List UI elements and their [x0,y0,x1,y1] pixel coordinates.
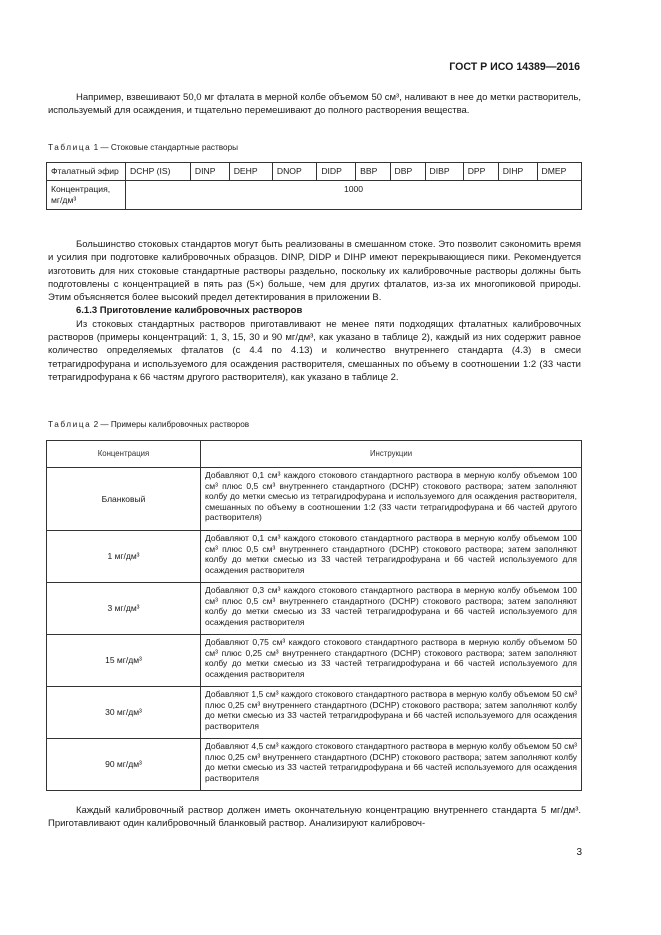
table1-cell: BBP [356,163,390,181]
table2-concentration: 90 мг/дм³ [47,739,201,791]
table2-header-concentration: Концентрация [47,441,201,468]
table1-cell: DEHP [229,163,272,181]
table1-cell: DNOP [272,163,316,181]
table2-instructions: Добавляют 4,5 см³ каждого стокового стандартного раствора в мерную колбу объемом 50 см³ плюс 0,25 см³ внутреннего стандартного (DCHP) стокового раствора; затем заполняют колбу до метки смесью из 33 частей тетрагидрофурана и 66 частей используемого для осаждения растворителя [201,739,582,791]
table1-caption-text: 1 — Стоковые стандартные растворы [93,143,239,152]
table2-caption-text: 2 — Примеры калибровочных растворов [93,420,250,429]
para3-text: Из стоковых стандартных растворов приготавливают не менее пяти подходящих фталатных калибровочных растворов (примеры концентраций: 1, 3, 15, 30 и 90 мг/дм³, как указано в таблице 2), каждый из них содержит равное количество определяемых фталатов (с 4.4 по 4.13) и количество внутреннего стандарта (4.3) в смеси тетрагидрофурана и используемого для осаждения растворителя, смешанных по объему в соотношении 1:2 (33 части тетрагидрофурана к 66 частям другого растворителя), как указано в таблице 2. [48,318,581,383]
table2-instructions: Добавляют 1,5 см³ каждого стокового стандартного раствора в мерную колбу объемом 50 см³ плюс 0,25 см³ внутреннего стандартного (DCHP) стокового раствора; затем заполняют колбу до метки смесью из 33 частей тетрагидрофурана и 66 частей используемого для осаждения растворителя [201,687,582,739]
intro-text: Например, взвешивают 50,0 мг фталата в мерной колбе объемом 50 см³, наливают в нее до метки растворитель, используемый для осаждения, и тщательно перемешивают до полного растворения вещества. [48,92,581,117]
table1-row-label: Концентрация, мг/дм³ [47,181,126,210]
table1-caption-word: Таблица [48,143,92,152]
table1-row-label: Фталатный эфир [47,163,126,181]
table1-cell: DPP [463,163,498,181]
table2-row [47,635,582,687]
table2-header-row [47,441,582,468]
table2-instructions: Добавляют 0,3 см³ каждого стокового стандартного раствора в мерную колбу объемом 100 см³ плюс 0,5 см³ внутреннего стандартного (DCHP) стокового раствора; затем заполняют колбу до метки смесью из 33 частей тетрагидрофурана и 66 частей используемого для осаждения растворителя [201,583,582,635]
table2-row [47,468,582,531]
table1-cell: DMEP [537,163,581,181]
table1-cell: DIBP [425,163,463,181]
para4-block [48,804,581,831]
table2-row [47,687,582,739]
table2-concentration: 15 мг/дм³ [47,635,201,687]
table2-instructions: Добавляют 0,75 см³ каждого стокового стандартного раствора в мерную колбу объемом 50 см³ плюс 0,25 см³ внутреннего стандартного (DCHP) стокового раствора; затем заполняют колбу до метки смесью из 33 частей тетрагидрофурана и 66 частей используемого для осаждения растворителя [201,635,582,687]
table2-row [47,739,582,791]
page-number: 3 [576,847,582,858]
table1-cell: DCHP (IS) [126,163,191,181]
intro-paragraph [48,91,581,118]
table1-row-concentration [47,181,582,210]
table1-concentration-value: 1000 [126,181,582,210]
table1-cell: DIHP [498,163,537,181]
table2-concentration: 1 мг/дм³ [47,531,201,583]
table1-row-phthalates [47,163,582,181]
table1-cell: DBP [390,163,425,181]
table2-instructions: Добавляют 0,1 см³ каждого стокового стандартного раствора в мерную колбу объемом 100 см³ плюс 0,5 см³ внутреннего стандартного (DCHP) стокового раствора; затем заполняют колбу до метки смесью из 33 частей тетрагидрофурана и 66 частей используемого для осаждения растворителя [201,531,582,583]
table2-instructions: Добавляют 0,1 см³ каждого стокового стандартного раствора в мерную колбу объемом 100 см³ плюс 0,5 см³ внутреннего стандартного (DCHP) стокового раствора; затем заполняют колбу до метки смесью из тетрагидрофурана и используемого для осаждения растворителя, смешанных по объему в соотношении 1:2 (33 части тетрагидрофурана и 66 частей другого растворителя) [201,468,582,531]
table2-concentration: 30 мг/дм³ [47,687,201,739]
table2-row [47,583,582,635]
stock-standards-table [46,162,582,210]
calibration-table [46,440,582,791]
table2-caption [48,420,249,429]
para4-text: Каждый калибровочный раствор должен иметь окончательную концентрацию внутреннего стандарта 5 мг/дм³. Приготавливают один калибровочный бланковый раствор. Анализируют калибровоч- [48,805,581,830]
section-heading: 6.1.3 Приготовление калибровочных растворов [76,305,303,317]
table2-caption-word: Таблица [48,420,92,429]
para2-text: Большинство стоковых стандартов могут быть реализованы в смешанном стоке. Это позволит сэкономить время и усилия при подготовке калибровочных образцов. DINP, DIDP и DIHP имеют перекрывающиеся пики. Рекомендуется изготовить для них стоковые стандартные растворы раздельно, поскольку их калибровочные растворы должны быть подготовлены с концентрацией в пять раз (5×) больше, чем для других фталатов, из-за их многопиковой природы. Этим объясняется более высокий предел детектирования в приложении В. [48,239,581,304]
table1-cell: DINP [190,163,229,181]
table1-caption [48,143,238,152]
table2-concentration: 3 мг/дм³ [47,583,201,635]
document-header: ГОСТ Р ИСО 14389—2016 [449,61,580,73]
table2-header-instructions: Инструкции [201,441,582,468]
para2-block [48,238,581,384]
table2-row [47,531,582,583]
table1-cell: DIDP [317,163,356,181]
table2-concentration: Бланковый [47,468,201,531]
